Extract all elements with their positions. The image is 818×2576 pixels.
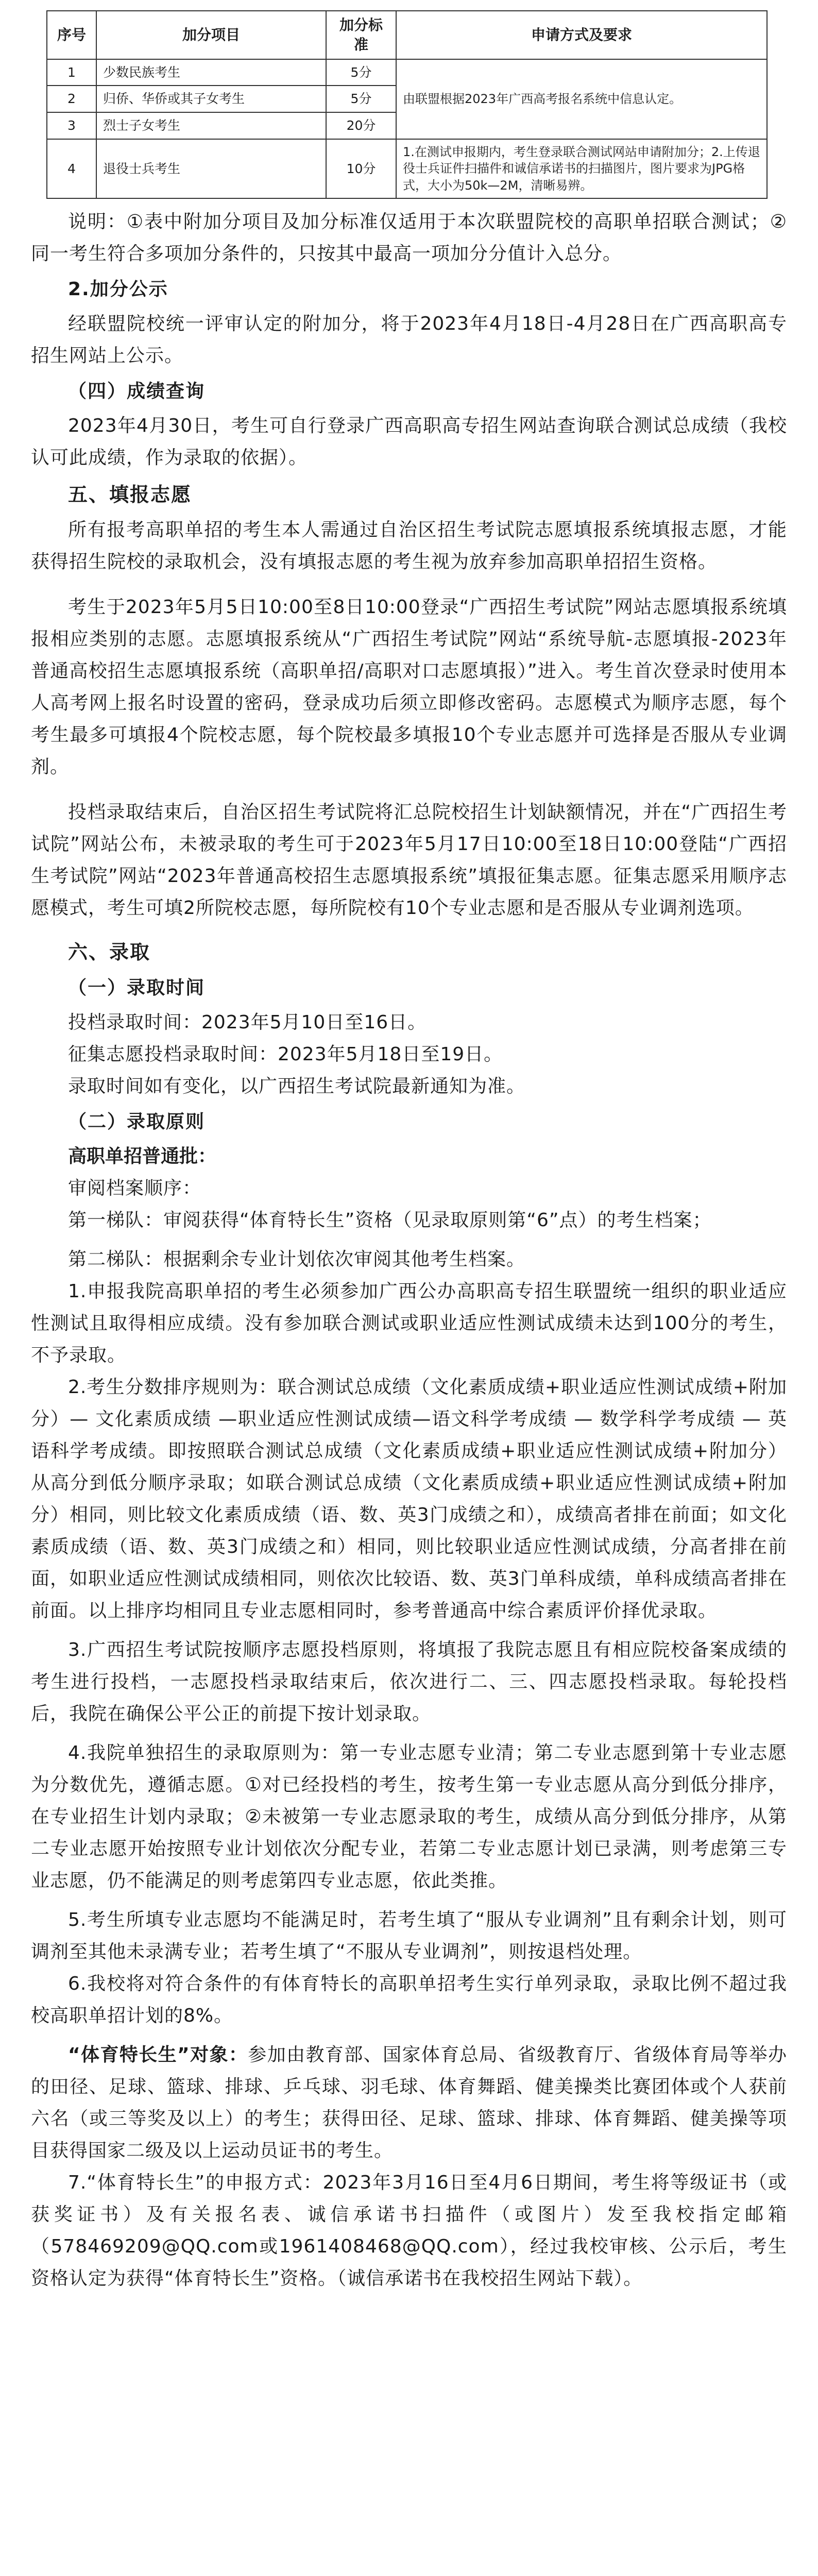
score-query-heading: （四）成绩查询 [68, 381, 206, 402]
principle-item: 7.“体育特长生”的申报方式：2023年3月16日至4月6日期间，考生将等级证书（或获奖证书）及有关报名表、诚信承诺书扫描件（或图片）发至我校指定邮箱（578469209@QQ.com或1961408468@QQ.com），经过我校审核、公示后，考生资格认定为获得“体育特长生”资格。（诚信承诺书在我校招生网站下载）。 [31, 2172, 787, 2290]
table-cell-score: 20分 [326, 112, 396, 139]
admission-principle-heading: （二）录取原则 [68, 1111, 206, 1133]
sports-specialty-paragraph [31, 2039, 787, 2167]
table-cell-score: 5分 [326, 59, 396, 86]
table-cell-item: 归侨、华侨或其子女考生 [96, 86, 326, 112]
score-query-text: 2023年4月30日，考生可自行登录广西高职高专招生网站查询联合测试总成绩（我校认可此成绩，作为录取的依据）。 [31, 415, 787, 469]
admission-time-heading: （一）录取时间 [68, 977, 206, 999]
table-cell-seq: 1 [47, 59, 96, 86]
table-header-requirement: 申请方式及要求 [396, 11, 767, 59]
table-cell-score: 10分 [326, 139, 396, 198]
principle-item: 5.考生所填专业志愿均不能满足时，若考生填了“服从专业调剂”且有剩余计划，则可调剂至其他未录满专业；若考生填了“不服从专业调剂”，则按退档处理。 [31, 1909, 787, 1963]
table-cell-seq: 3 [47, 112, 96, 139]
publicity-heading: 2.加分公示 [68, 279, 168, 300]
admission-time-line: 投档录取时间：2023年5月10日至16日。 [68, 1012, 427, 1033]
table-header-score: 加分标准 [326, 11, 396, 59]
table-row [47, 139, 767, 198]
section5-heading: 五、填报志愿 [68, 483, 192, 506]
principle-item: 4.我院单独招生的录取原则为：第一专业志愿专业清；第二专业志愿到第十专业志愿为分数优先，遵循志愿。①对已经投档的考生，按考生第一专业志愿从高分到低分排序，在专业招生计划内录取；②未被第一专业志愿录取的考生，成绩从高分到低分排序，从第二专业志愿开始按照专业计划依次分配专业，若第二专业志愿计划已录满，则考虑第三专业志愿，仍不能满足的则考虑第四专业志愿，依此类推。 [31, 1742, 787, 1892]
table-note: 说明：①表中附加分项目及加分标准仅适用于本次联盟院校的高职单招联合测试；②同一考生符合多项加分条件的，只按其中最高一项加分分值计入总分。 [31, 211, 787, 265]
section5-paragraph: 投档录取结束后，自治区招生考试院将汇总院校招生计划缺额情况，并在“广西招生考试院”网站公布，未被录取的考生可于2023年5月17日10:00至18日10:00登陆“广西招生考试院”网站“2023年普通高校招生志愿填报系统”填报征集志愿。征集志愿采用顺序志愿模式，考生可填2所院校志愿，每所院校有10个专业志愿和是否服从专业调剂选项。 [31, 802, 787, 919]
general-batch-heading: 高职单招普通批： [68, 1146, 217, 1167]
sports-specialty-label: “体育特长生”对象： [68, 2044, 248, 2066]
section5-paragraph: 所有报考高职单招的考生本人需通过自治区招生考试院志愿填报系统填报志愿，才能获得招生院校的录取机会，没有填报志愿的考生视为放弃参加高职单招招生资格。 [31, 519, 787, 573]
table-row [47, 59, 767, 86]
table-cell-requirement: 1.在测试申报期内，考生登录联合测试网站申请附加分；2.上传退役士兵证件扫描件和诚信承诺书的扫描图片，图片要求为JPG格式，大小为50k—2M，清晰易辨。 [396, 139, 767, 198]
review-order-label: 审阅档案顺序： [68, 1178, 202, 1199]
publicity-text: 经联盟院校统一评审认定的附加分，将于2023年4月18日-4月28日在广西高职高专招生网站上公示。 [31, 313, 787, 367]
section6-heading: 六、录取 [68, 941, 151, 964]
table-cell-score: 5分 [326, 86, 396, 112]
section5-paragraph: 考生于2023年5月5日10:00至8日10:00登录“广西招生考试院”网站志愿填报系统填报相应类别的志愿。志愿填报系统从“广西招生考试院”网站“系统导航-志愿填报-2023年普通高校招生志愿填报系统（高职单招/高职对口志愿填报）”进入。考生首次登录时使用本人高考网上报名时设置的密码，登录成功后须立即修改密码。志愿模式为顺序志愿，每个考生最多可填报4个院校志愿，每个院校最多填报10个专业志愿并可选择是否服从专业调剂。 [31, 597, 787, 778]
table-header-item: 加分项目 [96, 11, 326, 59]
bonus-points-table [46, 10, 768, 199]
principle-item: 1.申报我院高职单招的考生必须参加广西公办高职高专招生联盟统一组织的职业适应性测试且取得相应成绩。没有参加联合测试或职业适应性测试成绩未达到100分的考生，不予录取。 [31, 1281, 787, 1366]
principle-item: 6.我校将对符合条件的有体育特长的高职单招考生实行单列录取，录取比例不超过我校高职单招计划的8%。 [31, 1973, 787, 2027]
table-header-row [47, 11, 767, 59]
table-cell-seq: 2 [47, 86, 96, 112]
principle-item: 3.广西招生考试院按顺序志愿投档原则，将填报了我院志愿且有相应院校备案成绩的考生进行投档，一志愿投档录取结束后，依次进行二、三、四志愿投档录取。每轮投档后，我院在确保公平公正的前提下按计划录取。 [31, 1639, 787, 1725]
principle-item: 2.考生分数排序规则为：联合测试总成绩（文化素质成绩+职业适应性测试成绩+附加分）— 文化素质成绩 —职业适应性测试成绩—语文科学考成绩 — 数学科学考成绩 — 英语科学考成绩。即按照联合测试总成绩（文化素质成绩+职业适应性测试成绩+附加分）从高分到低分顺序录取；如联合测试总成绩（文化素质成绩+职业适应性测试成绩+附加分）相同，则比较文化素质成绩（语、数、英3门成绩之和），成绩高者排在前面；如文化素质成绩（语、数、英3门成绩之和）相同，则比较职业适应性测试成绩，分高者排在前面，如职业适应性测试成绩相同，则依次比较语、数、英3门单科成绩，单科成绩高者排在前面。以上排序均相同且专业志愿相同时，参考普通高中综合素质评价择优录取。 [31, 1377, 787, 1622]
table-header-seq: 序号 [47, 11, 96, 59]
table-cell-item: 烈士子女考生 [96, 112, 326, 139]
sports-specialty-text: 参加由教育部、国家体育总局、省级教育厅、省级体育局等举办的田径、足球、篮球、排球、乒乓球、羽毛球、体育舞蹈、健美操类比赛团体或个人获前六名（或三等奖及以上）的考生；获得田径、足球、篮球、排球、体育舞蹈、健美操等项目获得国家二级及以上运动员证书的考生。 [31, 2044, 787, 2162]
table-cell-item: 少数民族考生 [96, 59, 326, 86]
admission-time-line: 征集志愿投档录取时间：2023年5月18日至19日。 [68, 1044, 503, 1065]
admission-time-line: 录取时间如有变化，以广西招生考试院最新通知为准。 [68, 1076, 526, 1097]
table-cell-seq: 4 [47, 139, 96, 198]
table-cell-requirement: 由联盟根据2023年广西高考报名系统中信息认定。 [396, 59, 767, 139]
tier-one-text: 第一梯队：审阅获得“体育特长生”资格（见录取原则第“6”点）的考生档案； [68, 1210, 712, 1231]
table-cell-item: 退役士兵考生 [96, 139, 326, 198]
tier-two-text: 第二梯队：根据剩余专业计划依次审阅其他考生档案。 [68, 1249, 526, 1270]
